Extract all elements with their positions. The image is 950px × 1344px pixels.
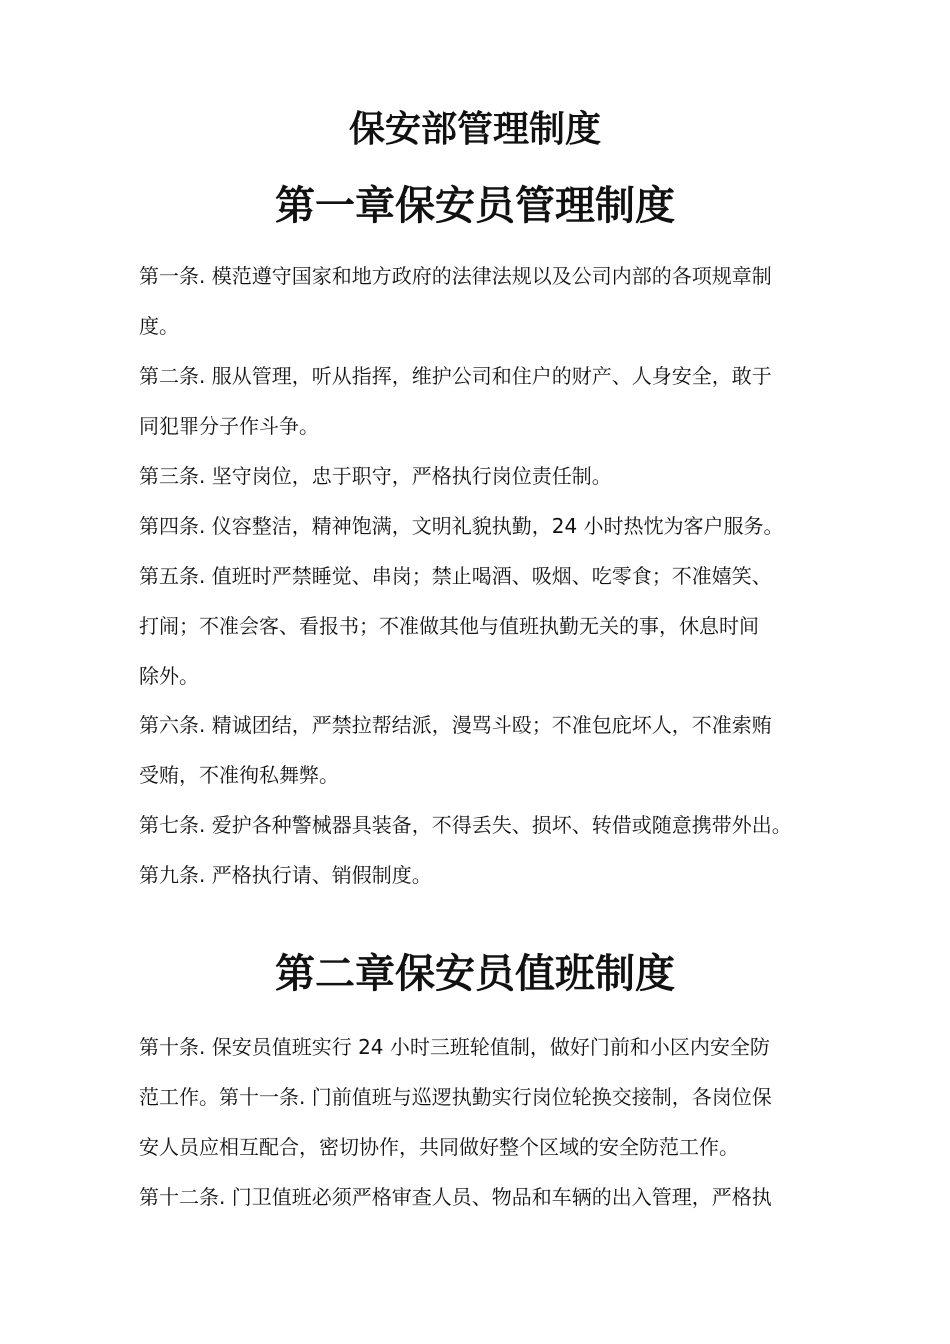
- chapter-1-line-6: 第四条. 仪容整洁，精神饱满，文明礼貌执勤，24 小时热忱为客户服务。: [139, 514, 784, 538]
- chapter-1-line-3: 第二条. 服从管理，听从指挥，维护公司和住户的财产、人身安全，敢于: [139, 364, 772, 388]
- chapter-1-line-8: 打闹；不准会客、看报书；不准做其他与值班执勤无关的事，休息时间: [139, 614, 759, 638]
- chapter-1-line-10: 第六条. 精诚团结，严禁拉帮结派，漫骂斗殴；不准包庇坏人，不准索贿: [139, 713, 772, 737]
- chapter-2-title: 第二章保安员值班制度: [275, 951, 675, 997]
- chapter-1-line-4: 同犯罪分子作斗争。: [139, 414, 319, 438]
- chapter-2-line-2: 范工作。第十一条. 门前值班与巡逻执勤实行岗位轮换交接制，各岗位保: [139, 1085, 772, 1109]
- chapter-1-line-1: 第一条. 模范遵守国家和地方政府的法律法规以及公司内部的各项规章制: [139, 264, 772, 288]
- chapter-1-line-2: 度。: [139, 314, 179, 338]
- chapter-1-line-13: 第九条. 严格执行请、销假制度。: [139, 863, 432, 887]
- chapter-1-title: 第一章保安员管理制度: [275, 183, 675, 229]
- document-title: 保安部管理制度: [348, 109, 601, 150]
- chapter-2-line-1: 第十条. 保安员值班实行 24 小时三班轮值制，做好门前和小区内安全防: [139, 1035, 770, 1059]
- chapter-1-line-5: 第三条. 坚守岗位，忠于职守，严格执行岗位责任制。: [139, 464, 612, 488]
- chapter-2-line-3: 安人员应相互配合，密切协作，共同做好整个区域的安全防范工作。: [139, 1135, 739, 1159]
- chapter-1-line-9: 除外。: [139, 664, 199, 688]
- chapter-1-line-11: 受贿，不准徇私舞弊。: [139, 763, 339, 787]
- chapter-2-line-4: 第十二条. 门卫值班必须严格审查人员、物品和车辆的出入管理，严格执: [139, 1185, 772, 1209]
- chapter-1-line-7: 第五条. 值班时严禁睡觉、串岗；禁止喝酒、吸烟、吃零食；不准嬉笑、: [139, 564, 772, 588]
- chapter-1-line-12: 第七条. 爱护各种警械器具装备，不得丢失、损坏、转借或随意携带外出。: [139, 813, 792, 837]
